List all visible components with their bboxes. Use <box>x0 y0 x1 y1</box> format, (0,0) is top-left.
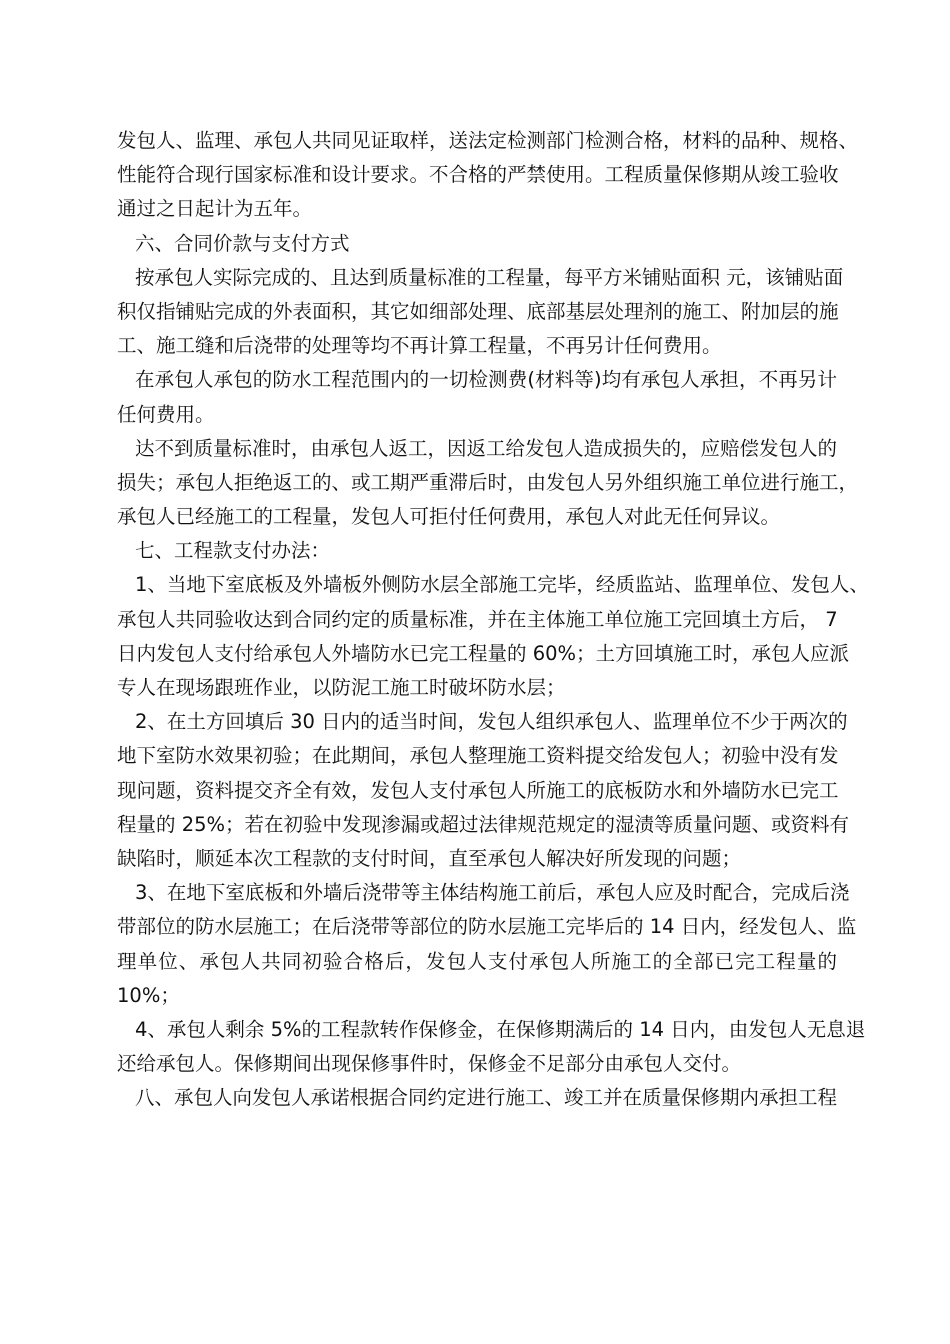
text-line: 在承包人承包的防水工程范围内的一切检测费(材料等)均有承包人承担，不再另计 <box>135 368 837 392</box>
text-line: 还给承包人。保修期间出现保修事件时，保修金不足部分由承包人交付。 <box>117 1052 742 1076</box>
section-heading: 六、合同价款与支付方式 <box>135 231 350 255</box>
section-heading: 八、承包人向发包人承诺根据合同约定进行施工、竣工并在质量保修期内承担工程 <box>135 1086 838 1110</box>
text-line: 达不到质量标准时，由承包人返工，因返工给发包人造成损失的，应赔偿发包人的 <box>135 436 838 460</box>
text-line: 积仅指铺贴完成的外表面积，其它如细部处理、底部基层处理剂的施工、附加层的施 <box>117 299 839 323</box>
text-line: 10%； <box>117 983 180 1007</box>
document-body <box>117 124 869 1115</box>
text-line: 3、在地下室底板和外墙后浇带等主体结构施工前后，承包人应及时配合，完成后浇 <box>135 881 850 905</box>
text-line: 程量的 25%；若在初验中发现渗漏或超过法律规范规定的湿渍等质量问题、或资料有 <box>117 812 850 836</box>
text-line: 专人在现场跟班作业，以防泥工施工时破坏防水层； <box>117 676 566 699</box>
text-line: 通过之日起计为五年。 <box>117 197 313 221</box>
text-line: 发包人、监理、承包人共同见证取样，送法定检测部门检测合格，材料的品种、规格、 <box>117 129 859 152</box>
text-line: 性能符合现行国家标准和设计要求。不合格的严禁使用。工程质量保修期从竣工验收 <box>117 163 839 187</box>
text-line: 任何费用。 <box>117 402 215 426</box>
text-line: 现问题，资料提交齐全有效，发包人支付承包人所施工的底板防水和外墙防水已完工 <box>117 778 839 802</box>
text-line: 工、施工缝和后浇带的处理等均不再计算工程量，不再另计任何费用。 <box>117 334 722 358</box>
text-line: 日内发包人支付给承包人外墙防水已完工程量的 60%；土方回填施工时，承包人应派 <box>117 641 850 665</box>
text-line: 缺陷时，顺延本次工程款的支付时间，直至承包人解决好所发现的问题； <box>117 846 742 870</box>
text-line: 2、在土方回填后 30 日内的适当时间，发包人组织承包人、监理单位不少于两次的 <box>135 710 848 734</box>
text-line: 损失；承包人拒绝返工的、或工期严重滞后时，由发包人另外组织施工单位进行施工， <box>117 470 859 494</box>
text-line: 承包人已经施工的工程量，发包人可拒付任何费用，承包人对此无任何异议。 <box>117 505 781 529</box>
text-line: 按承包人实际完成的、且达到质量标准的工程量，每平方米铺贴面积 元，该铺贴面 <box>135 265 844 289</box>
text-line: 1、当地下室底板及外墙板外侧防水层全部施工完毕，经质监站、监理单位、发包人、 <box>135 573 869 597</box>
text-line: 理单位、承包人共同初验合格后，发包人支付承包人所施工的全部已完工程量的 <box>117 949 837 973</box>
text-line: 4、承包人剩余 5%的工程款转作保修金，在保修期满后的 14 日内，由发包人无息退 <box>135 1017 866 1041</box>
section-heading: 七、工程款支付办法： <box>135 539 331 563</box>
text-line: 承包人共同验收达到合同约定的质量标准，并在主体施工单位施工完回填土方后， 7 <box>117 607 838 631</box>
text-line: 带部位的防水层施工；在后浇带等部位的防水层施工完毕后的 14 日内，经发包人、监 <box>117 915 857 939</box>
text-line: 地下室防水效果初验；在此期间，承包人整理施工资料提交给发包人；初验中没有发 <box>117 744 839 768</box>
